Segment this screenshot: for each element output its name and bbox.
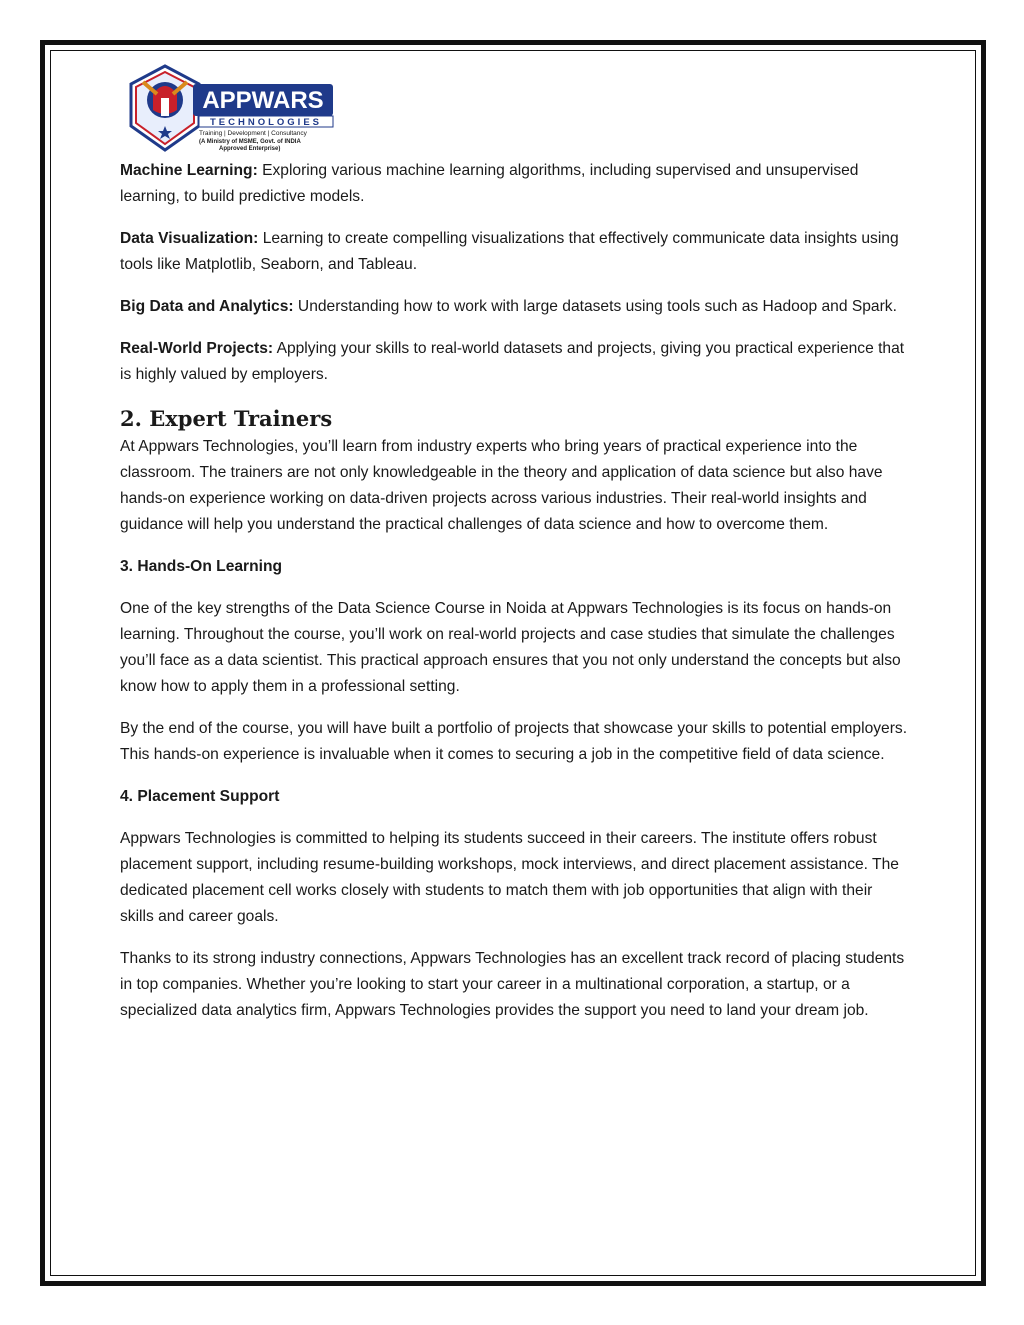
- emblem-icon: [131, 66, 199, 150]
- item-text: Applying your skills to real-world datasets and projects, giving you practical experience that is highly valued by employers.: [120, 340, 905, 383]
- item-term: Data Visualization:: [120, 230, 259, 247]
- section-body-expert-trainers: At Appwars Technologies, you’ll learn from industry experts who bring years of practical experience into the classroom. The trainers are not only knowledgeable in the theory and application of data science but also have hands-on experience working on data-driven projects across various industries. Their real-world insights and guidance will help you understand the practical challenges of data science and how to overcome them.: [120, 438, 883, 533]
- logo-brand: APPWARS: [202, 87, 324, 114]
- logo-note-2: Approved Enterprise): [219, 146, 281, 152]
- logo-sub: TECHNOLOGIES: [209, 117, 323, 128]
- item-text: Understanding how to work with large datasets using tools such as Hadoop and Spark.: [293, 298, 897, 315]
- item-machine-learning: [120, 158, 910, 210]
- item-term: Big Data and Analytics:: [120, 298, 294, 315]
- section-heading-hands-on: 3. Hands-On Learning: [120, 558, 283, 575]
- section-heading-expert-trainers: 2. Expert Trainers: [120, 406, 333, 431]
- section-paragraph: Thanks to its strong industry connections, Appwars Technologies has an excellent track record of placing students in top companies. Whether you’re looking to start your career in a multinational corporation, a startup, or a specialized data analytics firm, Appwars Technologies provides the support you need to land your dream job.: [120, 950, 905, 1019]
- item-term: Real-World Projects:: [120, 340, 274, 357]
- item-term: Machine Learning:: [120, 162, 258, 179]
- item-text: Exploring various machine learning algorithms, including supervised and unsupervised learning, to build predictive models.: [120, 162, 859, 205]
- section-paragraph: Appwars Technologies is committed to helping its students succeed in their careers. The institute offers robust placement support, including resume-building workshops, mock interviews, and direct placement assistance. The dedicated placement cell works closely with students to match them with job opportunities that align with their skills and career goals.: [120, 830, 899, 925]
- document-body: [120, 158, 910, 1040]
- appwars-logo: [125, 64, 337, 154]
- item-text: Learning to create compelling visualizations that effectively communicate data insights using tools like Matplotlib, Seaborn, and Tableau.: [120, 230, 899, 273]
- section-paragraph: One of the key strengths of the Data Science Course in Noida at Appwars Technologies is its focus on hands-on learning. Throughout the course, you’ll work on real-world projects and case studies that simulate the challenges you’ll face as a data scientist. This practical approach ensures that you not only understand the concepts but also know how to apply them in a professional setting.: [120, 600, 901, 695]
- logo-tagline: Training | Development | Consultancy: [199, 130, 307, 137]
- section-heading-placement: 4. Placement Support: [120, 788, 280, 805]
- item-big-data: [120, 294, 910, 320]
- item-real-world-projects: [120, 336, 910, 388]
- item-data-visualization: [120, 226, 910, 278]
- logo-note-1: (A Ministry of MSME, Govt. of INDIA: [199, 139, 301, 145]
- section-paragraph: By the end of the course, you will have built a portfolio of projects that showcase your skills to potential employers. This hands-on experience is invaluable when it comes to securing a job in the competitive field of data science.: [120, 720, 908, 763]
